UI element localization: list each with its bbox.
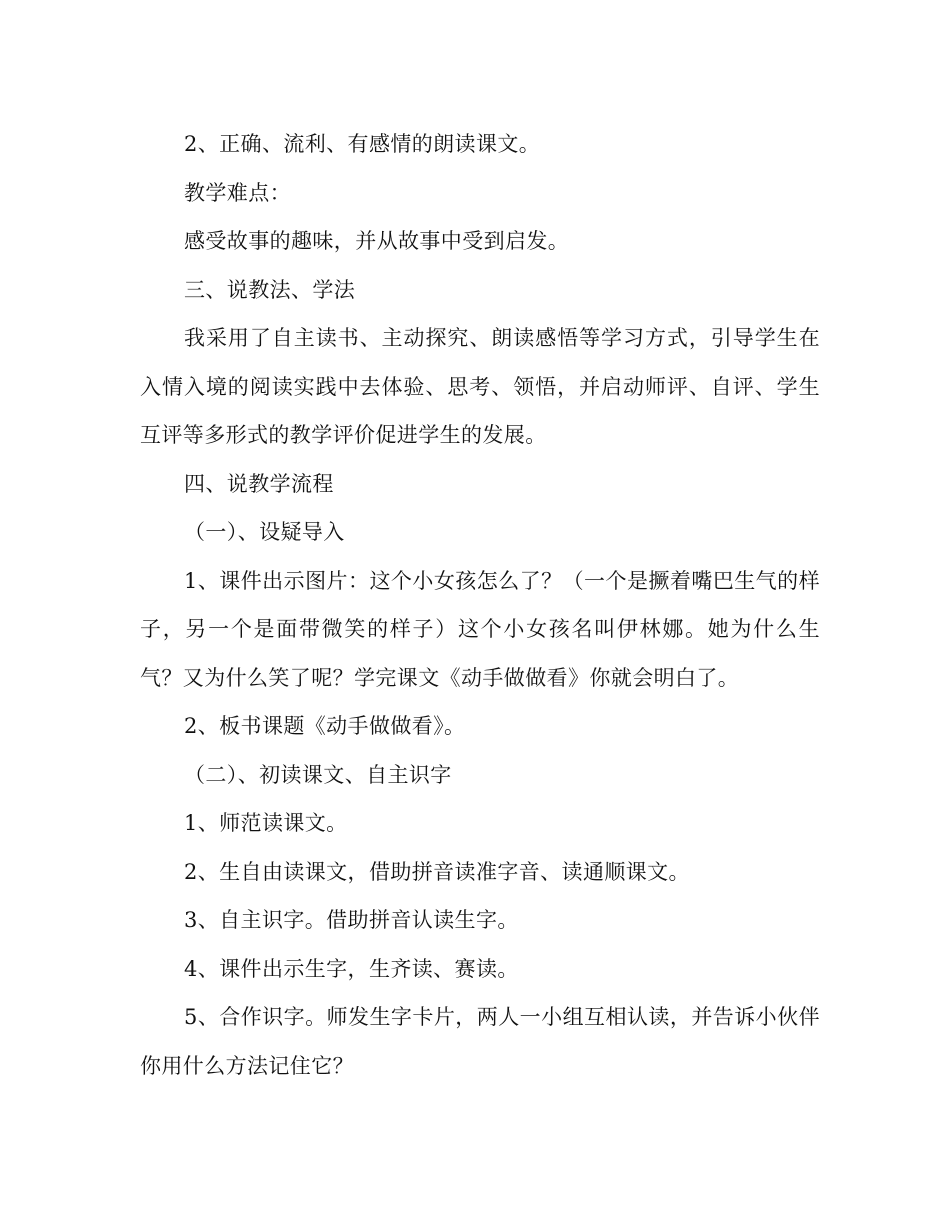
- subheading-intro: （一）、设疑导入: [184, 520, 345, 544]
- list-item-goal-2: 2、正确、流利、有感情的朗读课文。: [184, 132, 541, 156]
- section-heading-process: 四、说教学流程: [184, 471, 334, 496]
- heading-teaching-difficulty: 教学难点：: [184, 180, 291, 205]
- list-item-intro-2: 2、板书课题《动手做做看》。: [184, 714, 466, 738]
- paragraph-methods: 我采用了自主读书、主动探究、朗读感悟等学习方式，引导学生在入情入境的阅读实践中去体验、思考、领悟，并启动师评、自评、学生互评等多形式的教学评价促进学生的发展。: [140, 326, 820, 447]
- subheading-first-reading: （二）、初读课文、自主识字: [184, 762, 452, 787]
- paragraph-difficulty: 感受故事的趣味，并从故事中受到启发。: [184, 229, 570, 253]
- list-item-reading-3: 3、自主识字。借助拼音认读生字。: [184, 908, 519, 932]
- list-item-reading-2: 2、生自由读课文，借助拼音读准字音、读通顺课文。: [184, 859, 690, 884]
- list-item-intro-1: 1、课件出示图片：这个小女孩怎么了？（一个是撅着嘴巴生气的样子，另一个是面带微笑的样子）这个小女孩名叫伊林娜。她为什么生气？又为什么笑了呢？学完课文《动手做做看》你就会明白了。: [140, 568, 820, 690]
- list-item-reading-4: 4、课件出示生字，生齐读、赛读。: [184, 956, 519, 981]
- list-item-reading-1: 1、师范读课文。: [184, 811, 348, 835]
- document-body: [140, 120, 820, 1090]
- section-heading-methods: 三、说教法、学法: [184, 277, 356, 302]
- list-item-reading-5: 5、合作识字。师发生字卡片，两人一小组互相认读，并告诉小伙伴你用什么方法记住它？: [140, 1005, 820, 1078]
